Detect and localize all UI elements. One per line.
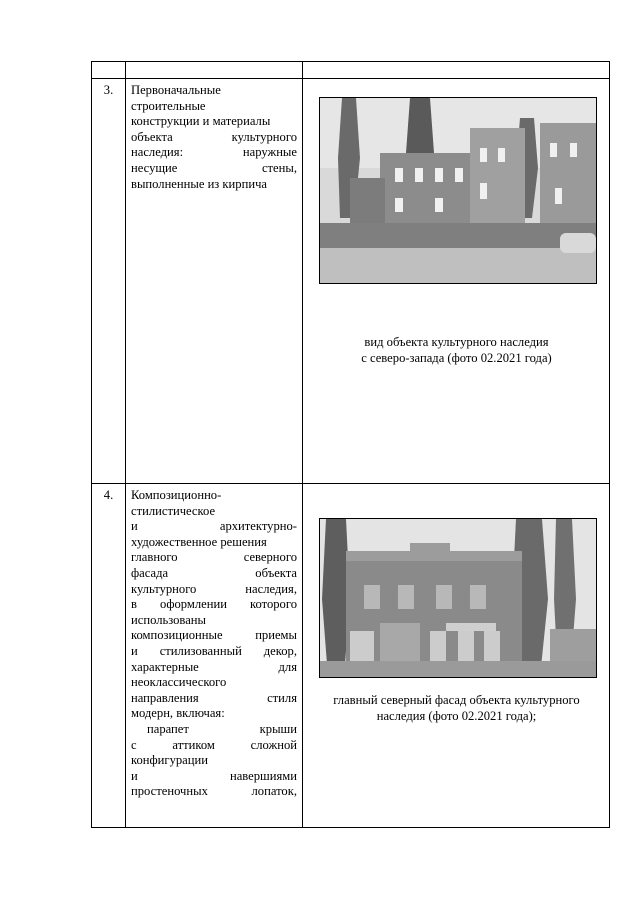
description-line: в оформлении которого <box>131 597 297 612</box>
description-line: культурного наследия, <box>131 581 297 596</box>
description-line: наследия: наружные <box>131 145 297 160</box>
description-line: строительные <box>131 98 206 113</box>
table-row <box>92 484 610 828</box>
description-line: модерн, включая: <box>131 706 225 721</box>
photo-building-northwest-icon <box>319 97 597 284</box>
description-line: объекта культурного <box>131 129 297 144</box>
description-line: Композиционно- <box>131 488 222 502</box>
caption-line: вид объекта культурного наследия <box>364 335 549 349</box>
description-line: неоклассического <box>131 675 227 690</box>
row-number: 4. <box>92 484 126 828</box>
description-line: и навершиями <box>131 768 297 783</box>
description-line: главного северного <box>131 550 297 565</box>
photo-cell <box>303 79 610 484</box>
caption-line: главный северный фасад объекта культурного <box>333 693 580 707</box>
header-cell <box>126 62 303 79</box>
description-line: конфигурации <box>131 753 208 768</box>
row-description <box>126 484 303 828</box>
photo-cell <box>303 484 610 828</box>
caption-line: с северо-запада (фото 02.2021 года) <box>361 350 552 365</box>
row-description <box>126 79 303 484</box>
description-line: использованы <box>131 612 206 627</box>
description-line: и стилизованный декор, <box>131 643 297 658</box>
heritage-table <box>91 61 610 828</box>
description-line: простеночных лопаток, <box>131 784 297 799</box>
description-line: характерные для <box>131 659 297 674</box>
photo-caption <box>303 335 610 366</box>
description-line: выполненные из кирпича <box>131 176 267 191</box>
caption-line: наследия (фото 02.2021 года); <box>376 708 537 723</box>
description-line: с аттиком сложной <box>131 737 297 752</box>
table-row <box>92 79 610 484</box>
description-line: несущие стены, <box>131 160 297 175</box>
photo-north-facade-icon <box>319 518 597 678</box>
header-cell <box>303 62 610 79</box>
header-cell <box>92 62 126 79</box>
description-line: и архитектурно- <box>131 519 297 534</box>
description-line: художественное решения <box>131 534 267 549</box>
description-line: композиционные приемы <box>131 628 297 643</box>
description-line: фасада объекта <box>131 565 297 580</box>
photo-caption <box>303 693 610 724</box>
description-line: Первоначальные <box>131 83 221 97</box>
table-header-row <box>92 62 610 79</box>
description-line: парапет крыши <box>147 721 297 736</box>
description-line: стилистическое <box>131 503 216 518</box>
description-line: конструкции и материалы <box>131 114 271 129</box>
description-line: направления стиля <box>131 690 297 705</box>
row-number: 3. <box>92 79 126 484</box>
